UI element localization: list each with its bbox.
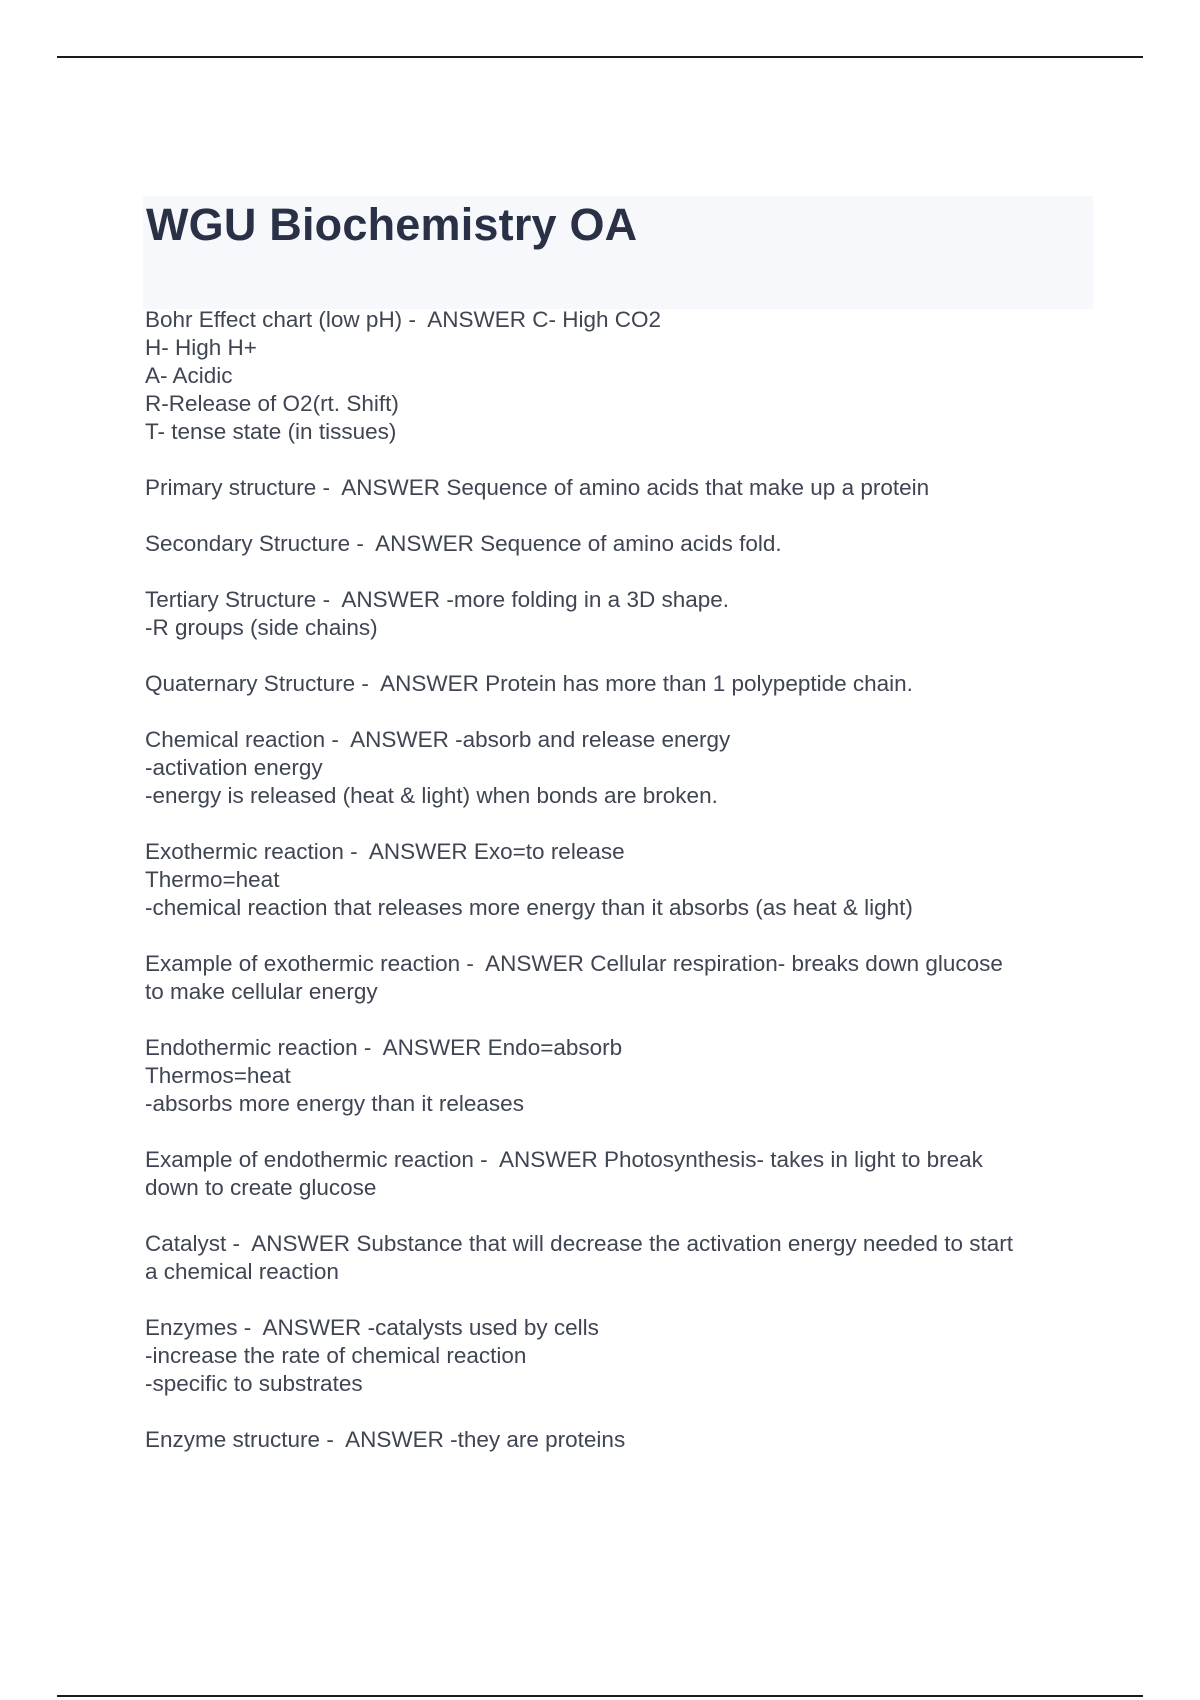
qa-item — [145, 950, 1085, 1006]
qa-separator: - — [355, 671, 381, 696]
qa-item — [145, 1314, 1085, 1398]
qa-item — [145, 1230, 1085, 1286]
answer-marker: ANSWER — [251, 1231, 351, 1256]
qa-separator: - — [350, 531, 376, 556]
qa-item — [145, 474, 1085, 502]
qa-first-line — [145, 306, 1085, 334]
qa-answer-line: to make cellular energy — [145, 979, 378, 1004]
qa-first-line — [145, 1146, 1085, 1174]
qa-answer: Endo=absorb — [487, 1035, 623, 1060]
qa-separator: - — [460, 951, 486, 976]
qa-answer: Substance that will decrease the activation energy needed to start — [356, 1231, 1013, 1256]
qa-answer: Cellular respiration- breaks down glucose — [590, 951, 1003, 976]
qa-item — [145, 530, 1085, 558]
qa-term: Secondary Structure — [145, 531, 351, 556]
qa-answer-line: -R groups (side chains) — [145, 615, 378, 640]
qa-answer-line: Thermos=heat — [145, 1063, 291, 1088]
qa-answer: Photosynthesis- takes in light to break — [603, 1147, 983, 1172]
answer-marker: ANSWER — [350, 727, 449, 752]
answer-marker: ANSWER — [368, 839, 468, 864]
qa-answer: -they are proteins — [450, 1427, 626, 1452]
qa-answer-line: -activation energy — [145, 755, 323, 780]
qa-answer-line: -specific to substrates — [145, 1371, 363, 1396]
qa-separator: - — [320, 1427, 346, 1452]
qa-answer: -catalysts used by cells — [367, 1315, 599, 1340]
answer-marker: ANSWER — [485, 951, 584, 976]
qa-separator: - — [357, 1035, 383, 1060]
qa-answer-line: down to create glucose — [145, 1175, 377, 1200]
qa-answer-line: -increase the rate of chemical reaction — [145, 1343, 527, 1368]
answer-marker: ANSWER — [345, 1427, 444, 1452]
qa-term: Enzymes — [145, 1315, 238, 1340]
qa-separator: - — [325, 727, 351, 752]
qa-item — [145, 1146, 1085, 1202]
qa-item — [145, 726, 1085, 810]
qa-separator: - — [226, 1231, 252, 1256]
document-title: WGU Biochemistry OA — [146, 199, 638, 250]
qa-answer-line: R-Release of O2(rt. Shift) — [145, 391, 399, 416]
qa-term: Exothermic reaction — [145, 839, 344, 864]
qa-term: Endothermic reaction — [145, 1035, 358, 1060]
qa-separator: - — [473, 1147, 499, 1172]
qa-item — [145, 838, 1085, 922]
qa-answer: -more folding in a 3D shape. — [446, 587, 730, 612]
answer-marker: ANSWER — [262, 1315, 362, 1340]
qa-term: Primary structure — [145, 475, 317, 500]
qa-first-line — [145, 1230, 1085, 1258]
qa-term: Tertiary Structure — [145, 587, 317, 612]
qa-first-line — [145, 586, 1085, 614]
qa-answer-line: T- tense state (in tissues) — [145, 419, 397, 444]
qa-answer-line: -energy is released (heat & light) when bonds are broken. — [145, 783, 718, 808]
qa-first-line — [145, 670, 1085, 698]
qa-item — [145, 306, 1085, 446]
qa-first-line — [145, 950, 1085, 978]
qa-answer-line: a chemical reaction — [145, 1259, 339, 1284]
qa-list — [145, 306, 1085, 1482]
qa-separator: - — [316, 475, 342, 500]
qa-term: Quaternary Structure — [145, 671, 356, 696]
qa-term: Bohr Effect chart (low pH) — [145, 307, 403, 332]
header-rule — [57, 56, 1143, 58]
qa-item — [145, 1034, 1085, 1118]
qa-answer: C- High CO2 — [532, 307, 662, 332]
qa-item — [145, 670, 1085, 698]
qa-answer-line: A- Acidic — [145, 363, 233, 388]
qa-first-line — [145, 530, 1085, 558]
qa-first-line — [145, 1034, 1085, 1062]
qa-answer-line: Thermo=heat — [145, 867, 280, 892]
qa-first-line — [145, 1426, 1085, 1454]
qa-answer: -absorb and release energy — [455, 727, 731, 752]
qa-answer-line: -chemical reaction that releases more energy than it absorbs (as heat & light) — [145, 895, 913, 920]
qa-term: Example of endothermic reaction — [145, 1147, 474, 1172]
qa-first-line — [145, 838, 1085, 866]
answer-marker: ANSWER — [375, 531, 474, 556]
qa-answer: Sequence of amino acids that make up a protein — [446, 475, 930, 500]
qa-item — [145, 586, 1085, 642]
qa-term: Example of exothermic reaction — [145, 951, 461, 976]
answer-marker: ANSWER — [341, 587, 441, 612]
qa-answer-line: H- High H+ — [145, 335, 257, 360]
qa-item — [145, 1426, 1085, 1454]
qa-separator: - — [316, 587, 342, 612]
footer-rule — [57, 1695, 1143, 1697]
answer-marker: ANSWER — [341, 475, 441, 500]
qa-separator: - — [402, 307, 428, 332]
qa-first-line — [145, 474, 1085, 502]
qa-answer: Protein has more than 1 polypeptide chain. — [485, 671, 913, 696]
qa-term: Chemical reaction — [145, 727, 326, 752]
qa-answer: Exo=to release — [473, 839, 625, 864]
answer-marker: ANSWER — [427, 307, 526, 332]
qa-answer-line: -absorbs more energy than it releases — [145, 1091, 524, 1116]
qa-term: Catalyst — [145, 1231, 227, 1256]
qa-separator: - — [343, 839, 369, 864]
answer-marker: ANSWER — [498, 1147, 598, 1172]
answer-marker: ANSWER — [380, 671, 479, 696]
qa-separator: - — [237, 1315, 263, 1340]
qa-first-line — [145, 1314, 1085, 1342]
qa-answer: Sequence of amino acids fold. — [480, 531, 782, 556]
qa-first-line — [145, 726, 1085, 754]
answer-marker: ANSWER — [382, 1035, 482, 1060]
qa-term: Enzyme structure — [145, 1427, 321, 1452]
